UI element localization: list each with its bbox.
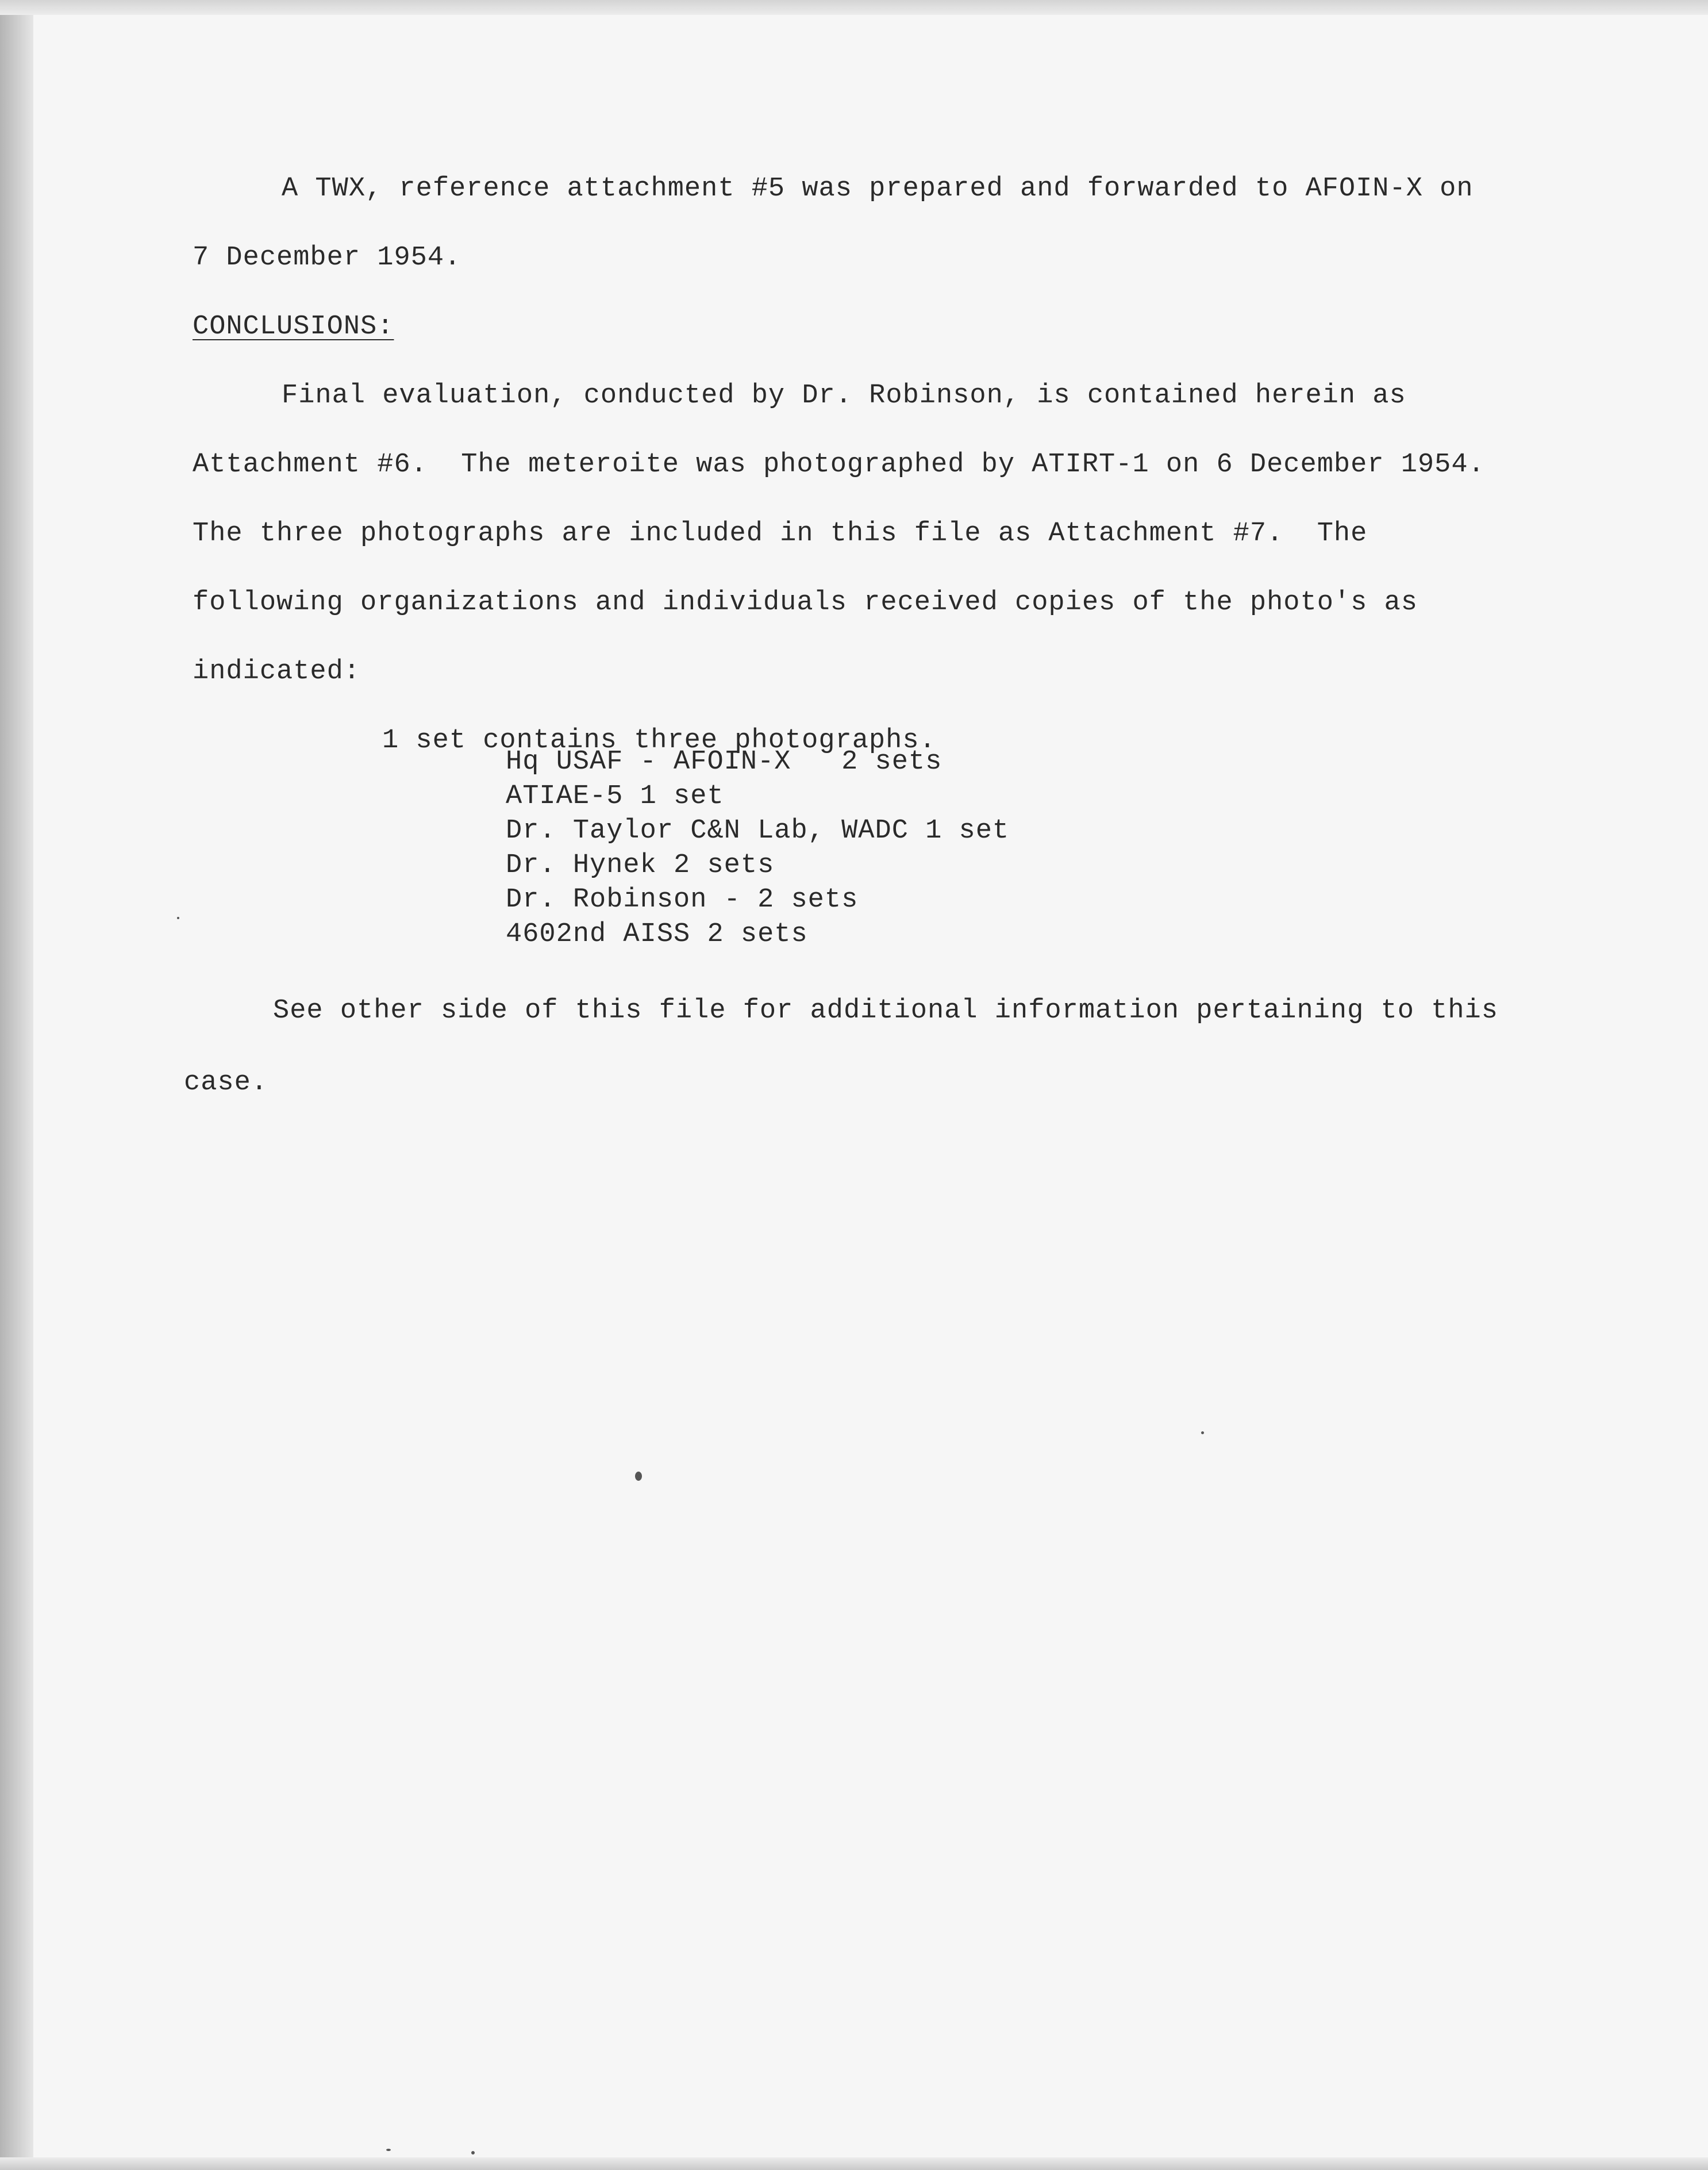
paragraph-3-line-2: case.	[184, 1067, 268, 1098]
paragraph-2-line-3: The three photographs are included in this file as Attachment #7. The	[193, 519, 1368, 549]
page-bottom-edge-shadow	[0, 2157, 1708, 2170]
distribution-item: Dr. Robinson - 2 sets	[506, 885, 859, 915]
distribution-item: Dr. Taylor C&N Lab, WADC 1 set	[506, 816, 1010, 846]
paragraph-2-line-1: Final evaluation, conducted by Dr. Robinson, is contained herein as	[282, 381, 1406, 411]
dust-speck	[1201, 1431, 1204, 1434]
dust-speck	[386, 2149, 391, 2151]
distribution-item: Hq USAF - AFOIN-X 2 sets	[506, 747, 943, 777]
page-left-edge-shadow	[0, 0, 33, 2170]
paragraph-1-line-2: 7 December 1954.	[193, 243, 461, 273]
distribution-item: 4602nd AISS 2 sets	[506, 919, 808, 950]
distribution-item: ATIAE-5 1 set	[506, 781, 724, 812]
paragraph-2-line-2: Attachment #6. The meteroite was photographed by ATIRT-1 on 6 December 1954.	[193, 450, 1485, 480]
set-note: 1 set contains three photographs.	[382, 725, 936, 756]
dust-speck	[471, 2151, 475, 2154]
distribution-list	[506, 745, 1009, 952]
page-top-edge-shadow	[0, 0, 1708, 15]
distribution-item: Dr. Hynek 2 sets	[506, 850, 775, 881]
paragraph-2-line-5: indicated:	[193, 656, 361, 687]
dust-speck	[177, 917, 179, 919]
dust-speck	[635, 1472, 642, 1481]
paragraph-3-line-1: See other side of this file for additional information pertaining to this	[273, 996, 1498, 1026]
paragraph-1-line-1: A TWX, reference attachment #5 was prepared and forwarded to AFOIN-X on	[282, 174, 1474, 204]
conclusions-heading: CONCLUSIONS:	[193, 312, 394, 342]
paragraph-2-line-4: following organizations and individuals received copies of the photo's as	[193, 587, 1418, 618]
